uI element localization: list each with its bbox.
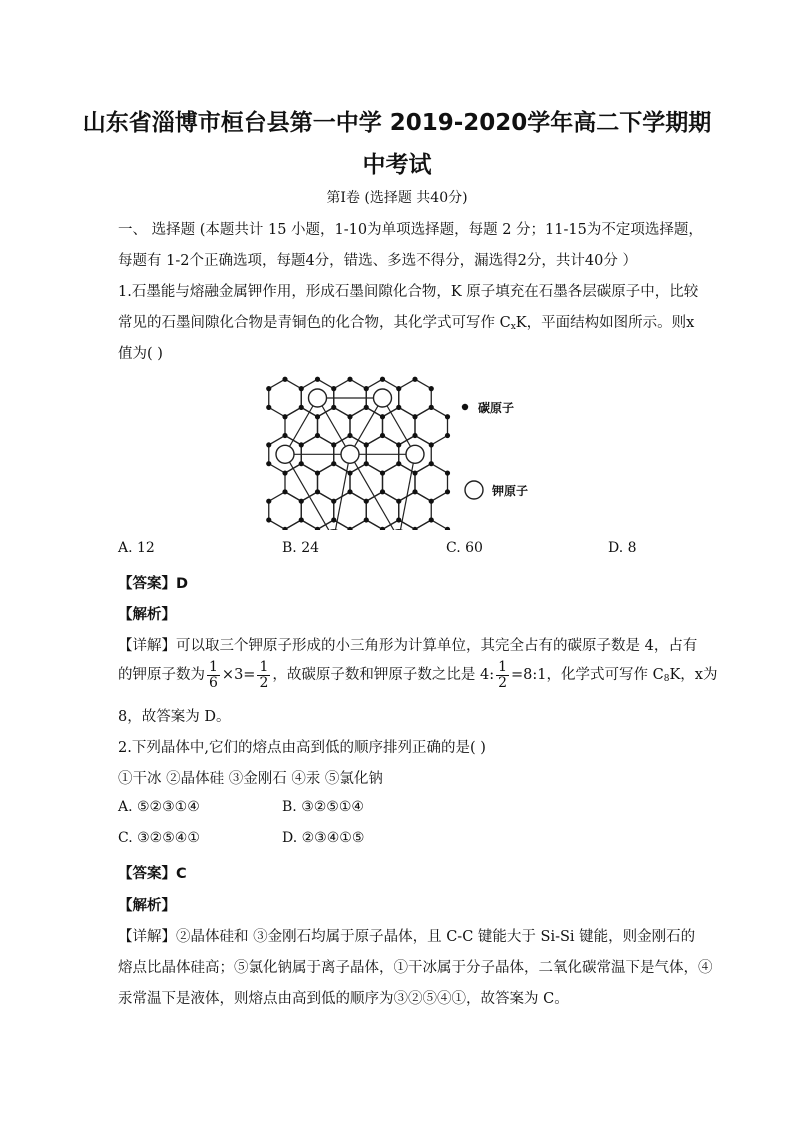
q1-stem-text-b: K，平面结构如图所示。则x bbox=[515, 315, 695, 331]
carbon-atom bbox=[380, 470, 385, 475]
carbon-atom bbox=[412, 489, 417, 494]
carbon-atom bbox=[364, 461, 369, 466]
carbon-atom bbox=[347, 527, 352, 530]
q2-option-d: D. ②③④①⑤ bbox=[282, 830, 365, 846]
carbon-atom bbox=[429, 405, 434, 410]
carbon-atom bbox=[445, 470, 450, 475]
potassium-atom bbox=[406, 445, 424, 463]
legend-carbon-marker bbox=[458, 400, 472, 414]
carbon-atom bbox=[412, 527, 417, 530]
carbon-atom bbox=[266, 386, 271, 391]
fraction-one-half bbox=[257, 660, 270, 690]
fraction-numerator: 1 bbox=[259, 659, 269, 675]
carbon-atom bbox=[429, 442, 434, 447]
carbon-atom bbox=[315, 489, 320, 494]
carbon-atom bbox=[445, 527, 450, 530]
carbon-atom bbox=[412, 433, 417, 438]
q1-detail-text-d: =8:1，化学式可写作 C bbox=[511, 667, 664, 684]
carbon-atom bbox=[412, 377, 417, 382]
document-title-line-1: 山东省淄博市桓台县第一中学 2019-2020学年高二下学期期 bbox=[82, 110, 712, 136]
fraction-numerator: 1 bbox=[209, 659, 218, 675]
q1-option-d: D. 8 bbox=[608, 540, 637, 556]
q2-detail-line-2: 熔点比晶体硅高；⑤氯化钠属于离子晶体，①干冰属于分子晶体，二氧化碳常温下是气体，④ bbox=[118, 960, 713, 976]
q1-stem-text-a: 常见的石墨间隙化合物是青铜色的化合物，其化学式可写作 C bbox=[118, 315, 511, 331]
graphite-potassium-structure-figure bbox=[258, 370, 558, 530]
carbon-atom bbox=[266, 499, 271, 504]
carbon-atom bbox=[412, 414, 417, 419]
q1-detail-text-a: 的钾原子数为 bbox=[118, 667, 205, 684]
carbon-atom bbox=[396, 517, 401, 522]
carbon-atom bbox=[331, 442, 336, 447]
q1-detail-line-2 bbox=[118, 660, 717, 690]
potassium-atom bbox=[374, 389, 392, 407]
instructions-line-2: 每题有 1-2个正确选项，每题4分，错选、多选不得分，漏选得2分，共计40分 ） bbox=[118, 253, 637, 269]
carbon-atom bbox=[266, 405, 271, 410]
carbon-atom bbox=[380, 527, 385, 530]
q2-analysis-heading: 【解析】 bbox=[118, 898, 176, 914]
carbon-atom bbox=[331, 386, 336, 391]
carbon-atom bbox=[396, 442, 401, 447]
carbon-atom bbox=[347, 377, 352, 382]
carbon-atom bbox=[282, 377, 287, 382]
q1-detail-line-1: 【详解】可以取三个钾原子形成的小三角形为计算单位，其完全占有的碳原子数是 4，占有 bbox=[118, 638, 698, 654]
hexagon-ring bbox=[415, 464, 448, 502]
instructions-line-1: 一、 选择题 (本题共计 15 小题，1-10为单项选择题，每题 2 分；11-15为不定项选择题， bbox=[118, 222, 703, 238]
document-title-line-2: 中考试 bbox=[362, 152, 432, 178]
carbon-atom bbox=[380, 414, 385, 419]
q1-detail-text-b: ×3= bbox=[221, 667, 256, 684]
carbon-atom bbox=[299, 442, 304, 447]
q1-stem-line-2 bbox=[118, 311, 694, 332]
fraction-numerator: 1 bbox=[498, 659, 508, 675]
legend-carbon-label: 碳原子 bbox=[478, 401, 515, 415]
carbon-atom bbox=[266, 442, 271, 447]
carbon-atom bbox=[299, 405, 304, 410]
carbon-atom bbox=[364, 499, 369, 504]
carbon-atom bbox=[331, 499, 336, 504]
q2-stem-line-1: 2.下列晶体中,它们的熔点由高到低的顺序排列正确的是( ) bbox=[118, 740, 486, 756]
carbon-atom bbox=[380, 433, 385, 438]
carbon-atom bbox=[429, 386, 434, 391]
carbon-atom bbox=[347, 489, 352, 494]
carbon-atom bbox=[299, 499, 304, 504]
q1-stem-line-3: 值为( ) bbox=[118, 346, 163, 362]
q2-option-b: B. ③②⑤①④ bbox=[282, 799, 364, 815]
carbon-atom bbox=[315, 470, 320, 475]
carbon-atom bbox=[331, 405, 336, 410]
carbon-atom bbox=[347, 470, 352, 475]
carbon-atom bbox=[412, 470, 417, 475]
carbon-atom bbox=[364, 405, 369, 410]
carbon-atom bbox=[299, 517, 304, 522]
potassium-atom bbox=[309, 389, 327, 407]
carbon-atom bbox=[364, 442, 369, 447]
q2-detail-line-1: 【详解】②晶体硅和 ③金刚石均属于原子晶体，且 C-C 键能大于 Si-Si 键能，则金刚石的 bbox=[118, 929, 696, 945]
carbon-atom bbox=[347, 433, 352, 438]
q1-analysis-heading: 【解析】 bbox=[118, 607, 176, 623]
q1-detail-text-e: K，x为 bbox=[669, 667, 718, 684]
carbon-atom bbox=[445, 433, 450, 438]
potassium-atom bbox=[276, 445, 294, 463]
fraction-denominator: 6 bbox=[209, 674, 218, 691]
carbon-atom bbox=[429, 499, 434, 504]
q1-option-a: A. 12 bbox=[118, 540, 155, 556]
carbon-atom bbox=[364, 517, 369, 522]
q1-option-c: C. 60 bbox=[446, 540, 483, 556]
q2-answer: 【答案】C bbox=[118, 866, 187, 882]
carbon-atom bbox=[396, 405, 401, 410]
hexagon-ring bbox=[415, 407, 448, 445]
q1-detail-line-3: 8，故答案为 D。 bbox=[118, 709, 231, 725]
q2-option-c: C. ③②⑤④① bbox=[118, 830, 200, 846]
section-heading: 第Ⅰ卷 (选择题 共40分) bbox=[326, 190, 468, 206]
carbon-atom bbox=[315, 433, 320, 438]
carbon-atom bbox=[266, 461, 271, 466]
potassium-link bbox=[285, 454, 334, 530]
carbon-atom bbox=[396, 461, 401, 466]
carbon-atom bbox=[315, 377, 320, 382]
carbon-atom bbox=[364, 386, 369, 391]
carbon-atom bbox=[429, 517, 434, 522]
carbon-atom bbox=[299, 461, 304, 466]
carbon-atom bbox=[380, 489, 385, 494]
fraction-one-sixth bbox=[207, 660, 220, 690]
legend-potassium-label: 钾原子 bbox=[492, 484, 529, 498]
q1-answer: 【答案】D bbox=[118, 576, 189, 592]
carbon-atom bbox=[396, 499, 401, 504]
potassium-atoms bbox=[276, 389, 424, 530]
q2-detail-line-3: 汞常温下是液体，则熔点由高到低的顺序为③②⑤④①，故答案为 C。 bbox=[118, 991, 569, 1007]
legend-potassium-marker bbox=[462, 478, 486, 502]
fraction-denominator: 2 bbox=[259, 674, 269, 691]
carbon-atom bbox=[299, 386, 304, 391]
carbon-atom bbox=[429, 461, 434, 466]
carbon-atom bbox=[282, 527, 287, 530]
carbon-atom bbox=[282, 414, 287, 419]
fraction-one-half bbox=[496, 660, 509, 690]
carbon-atom bbox=[445, 489, 450, 494]
carbon-atom bbox=[331, 461, 336, 466]
carbon-atom bbox=[282, 470, 287, 475]
hexagon-ring bbox=[269, 492, 302, 530]
q1-option-b: B. 24 bbox=[282, 540, 320, 556]
q1-detail-text-c: ，故碳原子数和钾原子数之比是 4: bbox=[272, 667, 495, 684]
q1-subscript-x: x bbox=[510, 322, 516, 332]
carbon-atom bbox=[380, 377, 385, 382]
hexagon-ring bbox=[399, 379, 432, 417]
carbon-atom bbox=[266, 517, 271, 522]
carbon-atom bbox=[315, 527, 320, 530]
potassium-link bbox=[350, 454, 399, 530]
carbon-atom bbox=[331, 517, 336, 522]
fraction-denominator: 2 bbox=[498, 674, 508, 691]
carbon-atom bbox=[282, 489, 287, 494]
carbon-atom bbox=[396, 386, 401, 391]
carbon-atom bbox=[445, 414, 450, 419]
potassium-atom bbox=[341, 445, 359, 463]
q2-option-a: A. ⑤②③①④ bbox=[118, 799, 200, 815]
hexagon-ring bbox=[269, 379, 302, 417]
carbon-atom bbox=[347, 414, 352, 419]
q1-stem-line-1: 1.石墨能与熔融金属钾作用，形成石墨间隙化合物，K 原子填充在石墨各层碳原子中，比较 bbox=[118, 284, 699, 300]
carbon-atom bbox=[315, 414, 320, 419]
q1-subscript-8: 8 bbox=[663, 674, 670, 685]
q2-items: ①干冰 ②晶体硅 ③金刚石 ④汞 ⑤氯化钠 bbox=[118, 771, 383, 787]
carbon-atom bbox=[282, 433, 287, 438]
